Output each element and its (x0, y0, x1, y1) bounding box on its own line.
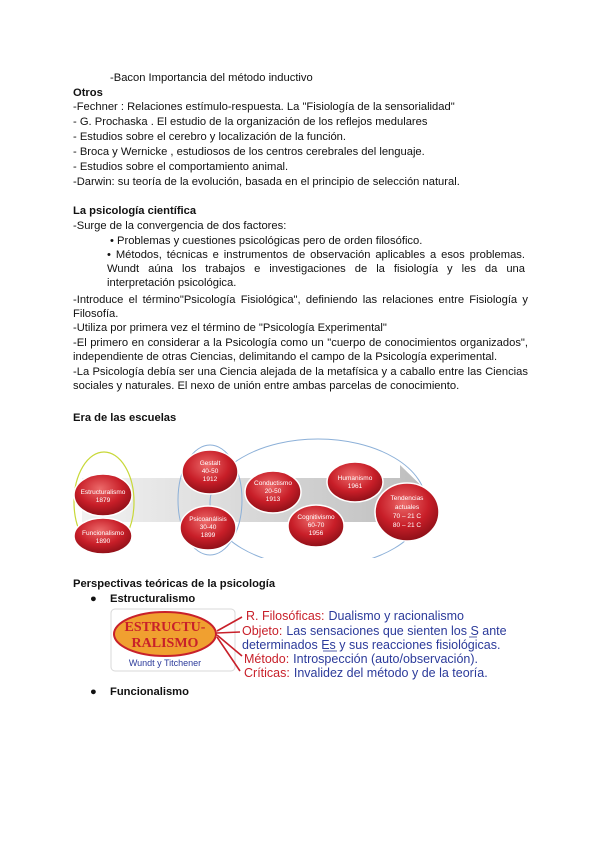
node-label: Humanismo (337, 475, 373, 482)
node-year: 1912 (202, 476, 218, 483)
paragraph-3: -El primero en considerar a la Psicología como un "cuerpo de conocimientos organizados", independiente de otras Ciencias, delimitando el campo de la Psicología experimental. (73, 337, 528, 363)
perspectivas-heading: Perspectivas teóricas de la psicología (73, 578, 276, 590)
node-conductismo (245, 471, 301, 513)
era-diagram (0, 428, 600, 558)
node-year: 1956 (308, 530, 324, 537)
node-year: 1913 (265, 496, 281, 503)
struct-row-4: Críticas: Invalidez del método y de la teoría. (244, 666, 488, 680)
paragraph-4: -La Psicología debía ser una Ciencia alejada de la metafísica y a caballo entre las Ciencias sociales y naturales. El nexo de unión entre ambas parcelas de conocimiento. (73, 366, 528, 392)
bullet-estructuralismo: ● Estructuralismo (90, 593, 196, 605)
bullet-label: Estructuralismo (110, 593, 196, 605)
node-range: 30-40 (199, 524, 217, 531)
node-label: Funcionalismo (82, 530, 124, 537)
otros-item: - G. Prochaska . El estudio de la organización de los reflejos medulares (73, 116, 428, 128)
otros-heading: Otros (73, 87, 103, 99)
era-heading: Era de las escuelas (73, 412, 177, 424)
factor-1: • Problemas y cuestiones psicológicas pero de orden filosófico. (110, 235, 423, 247)
node-label: actuales (394, 504, 420, 511)
otros-item: -Fechner : Relaciones estímulo-respuesta. La "Fisiología de la sensorialidad" (73, 101, 455, 113)
otros-item: - Broca y Wernicke , estudiosos de los centros cerebrales del lenguaje. (73, 146, 425, 158)
paragraph-1: -Introduce el término"Psicología Fisiológica", definiendo las relaciones entre Fisiología y Filosofía. (73, 294, 528, 320)
factor-2: • Métodos, técnicas e instrumentos de observación aplicables a esos problemas. Wundt aúna los trabajos e investigaciones de la fisiología y les da una interpretación psicológica. (107, 249, 525, 289)
node-estructuralismo (74, 474, 132, 516)
bullet-label: Funcionalismo (110, 686, 189, 698)
node-label: Tendencias (390, 495, 424, 502)
node-range: 80 – 21 C (392, 522, 422, 529)
node-label: Conductismo (254, 480, 292, 487)
struct-row-2-cont: determinados Es y sus reacciones fisiológicas. (242, 638, 501, 652)
node-range: 60-70 (307, 522, 325, 529)
badge-line-2: RALISMO (131, 636, 199, 651)
node-label: Cognitivismo (297, 514, 335, 521)
node-range: 40-50 (201, 468, 219, 475)
badge-line-1: ESTRUCTU- (124, 620, 206, 635)
node-gestalt (182, 450, 238, 494)
surge-line: -Surge de la convergencia de dos factores: (73, 220, 287, 232)
node-year: 1961 (347, 483, 363, 490)
node-year: 1890 (95, 538, 111, 545)
node-year: 1899 (200, 532, 216, 539)
authors-label: Wundt y Titchener (128, 658, 202, 668)
bullet-funcionalismo: ● Funcionalismo (90, 686, 189, 698)
otros-item: -Darwin: su teoría de la evolución, basada en el principio de selección natural. (73, 176, 460, 188)
node-label: Gestalt (199, 460, 221, 467)
psicologia-cientifica-heading: La psicología científica (73, 205, 197, 217)
struct-row-1: R. Filosóficas: Dualismo y racionalismo (246, 609, 464, 623)
node-psicoanalisis (180, 506, 236, 550)
node-humanismo (327, 462, 383, 502)
estructuralismo-diagram (105, 607, 525, 683)
otros-item: - Estudios sobre el comportamiento animal. (73, 161, 289, 173)
node-range: 70 – 21 C (392, 513, 422, 520)
node-funcionalismo (74, 518, 132, 554)
bacon-line: -Bacon Importancia del método inductivo (110, 72, 313, 84)
node-range: 20-50 (264, 488, 282, 495)
node-tendencias-actuales (375, 483, 439, 541)
node-cognitivismo (288, 505, 344, 547)
otros-item: - Estudios sobre el cerebro y localización de la función. (73, 131, 346, 143)
struct-row-3: Método: Introspección (auto/observación). (244, 652, 478, 666)
node-label: Psicoanálisis (189, 516, 227, 523)
struct-row-2: Objeto: Las sensaciones que sienten los S ante (242, 624, 507, 638)
node-year: 1879 (95, 497, 111, 504)
node-label: Estructuralismo (80, 489, 126, 496)
paragraph-2: -Utiliza por primera vez el término de "Psicología Experimental" (73, 322, 387, 334)
